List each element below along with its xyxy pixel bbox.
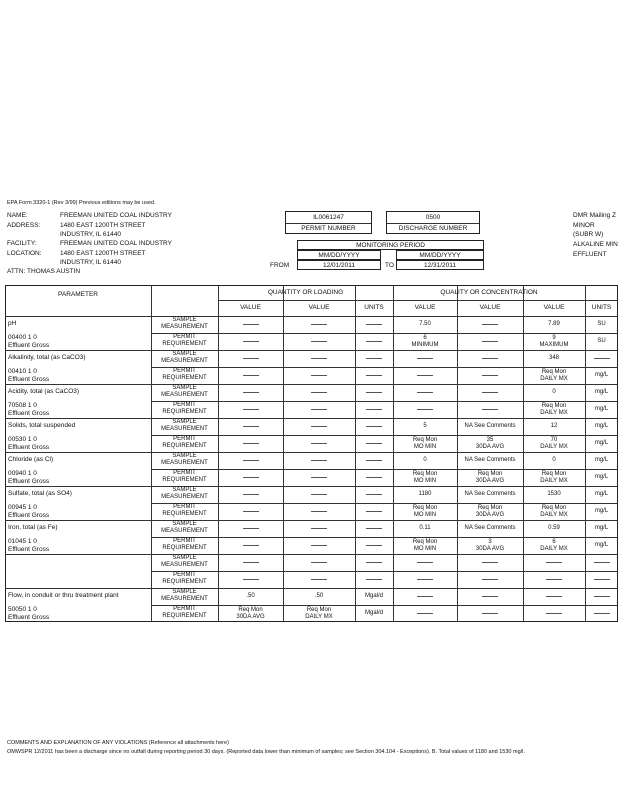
header-divider bbox=[218, 300, 618, 301]
sample-measurement-label: MEASUREMENT bbox=[161, 494, 208, 500]
header-q-value2: VALUE bbox=[308, 304, 330, 311]
sample-measurement-label: SAMPLE bbox=[172, 555, 197, 561]
parameter-code: 00410 1 0 bbox=[8, 368, 37, 375]
from-date-box bbox=[297, 260, 381, 270]
blank-dash bbox=[243, 375, 259, 376]
permit-c3-value: Req Mon bbox=[541, 505, 567, 511]
row-mid-divider bbox=[151, 605, 618, 606]
blank-dash bbox=[546, 579, 562, 580]
blank-dash bbox=[366, 324, 382, 325]
parameter-code: 50050 1 0 bbox=[8, 606, 37, 613]
permit-requirement-label: REQUIREMENT bbox=[162, 477, 207, 483]
permit-c3-value: DAILY MX bbox=[540, 376, 568, 382]
attn: ATTN: THOMAS AUSTIN bbox=[7, 268, 81, 275]
parameter-stream: Effluent Gross bbox=[8, 444, 50, 451]
blank-dash bbox=[366, 358, 382, 359]
location-line2: INDUSTRY, IL 61440 bbox=[60, 259, 121, 266]
address-line2: INDUSTRY, IL 61440 bbox=[60, 231, 121, 238]
blank-dash bbox=[311, 409, 327, 410]
blank-dash bbox=[482, 613, 498, 614]
parameter-name: Sulfate, total (as SO4) bbox=[8, 490, 72, 497]
permit-number-box bbox=[285, 211, 372, 234]
location-label: LOCATION: bbox=[7, 250, 42, 257]
permit-requirement-label: REQUIREMENT bbox=[162, 579, 207, 585]
blank-dash bbox=[366, 477, 382, 478]
blank-dash bbox=[311, 341, 327, 342]
row-divider bbox=[5, 418, 618, 419]
blank-dash bbox=[366, 392, 382, 393]
permit-cu-value: mg/L bbox=[594, 440, 609, 446]
parameter-stream: Effluent Gross bbox=[8, 342, 50, 349]
row-mid-divider bbox=[151, 537, 618, 538]
permit-c3-value: Req Mon bbox=[541, 403, 567, 409]
blank-dash bbox=[366, 443, 382, 444]
blank-dash bbox=[546, 596, 562, 597]
blank-dash bbox=[417, 613, 433, 614]
permit-c2-value: 30DA AVG bbox=[475, 478, 505, 484]
blank-dash bbox=[243, 579, 259, 580]
permit-c1-value: Req Mon bbox=[412, 437, 438, 443]
permit-cu-value: mg/L bbox=[594, 474, 609, 480]
parameter-stream: Effluent Gross bbox=[8, 410, 50, 417]
row-mid-divider bbox=[151, 503, 618, 504]
row-divider bbox=[5, 520, 618, 521]
permit-c3-value: DAILY MX bbox=[540, 546, 568, 552]
subr-label: (SUBR W) bbox=[573, 231, 604, 238]
permit-qu-value: Mgal/d bbox=[364, 610, 383, 616]
permit-requirement-label: PERMIT bbox=[173, 538, 196, 544]
permit-requirement-label: REQUIREMENT bbox=[162, 409, 207, 415]
parameter-stream: Effluent Gross bbox=[8, 478, 50, 485]
facility-value: FREEMAN UNITED COAL INDUSTRY bbox=[60, 240, 172, 247]
blank-dash bbox=[482, 596, 498, 597]
blank-dash bbox=[366, 562, 382, 563]
permit-requirement-label: REQUIREMENT bbox=[162, 375, 207, 381]
permit-c3-value: DAILY MX bbox=[540, 410, 568, 416]
blank-dash bbox=[366, 545, 382, 546]
blank-dash bbox=[311, 562, 327, 563]
sample-qu-value: Mgal/d bbox=[364, 593, 383, 599]
permit-requirement-label: REQUIREMENT bbox=[162, 511, 207, 517]
sample-measurement-label: SAMPLE bbox=[172, 419, 197, 425]
blank-dash bbox=[482, 341, 498, 342]
row-divider bbox=[5, 554, 618, 555]
blank-dash bbox=[482, 409, 498, 410]
parameter-name: Chloride (as Cl) bbox=[8, 456, 54, 463]
blank-dash bbox=[243, 494, 259, 495]
blank-dash bbox=[366, 579, 382, 580]
sample-c2-value: NA See Comments bbox=[464, 491, 516, 497]
sample-measurement-label: MEASUREMENT bbox=[161, 562, 208, 568]
blank-dash bbox=[366, 375, 382, 376]
permit-c3-value: MAXIMUM bbox=[539, 342, 569, 348]
sample-measurement-label: SAMPLE bbox=[172, 317, 197, 323]
from-format: MM/DD/YYYY bbox=[318, 252, 360, 259]
blank-dash bbox=[243, 392, 259, 393]
sample-c3-value: 12 bbox=[550, 423, 558, 429]
permit-q1-value: 30DA AVG bbox=[236, 614, 265, 620]
blank-dash bbox=[243, 341, 259, 342]
row-mid-divider bbox=[151, 469, 618, 470]
permit-q2-value: DAILY MX bbox=[305, 614, 333, 620]
parameter-name: Alkalinity, total (as CaCO3) bbox=[8, 354, 86, 361]
permit-c2-value: Req Mon bbox=[477, 505, 503, 511]
parameter-name: Acidity, total (as CaCO3) bbox=[8, 388, 80, 395]
effluent-label: EFFLUENT bbox=[573, 251, 607, 258]
sample-c3-value: 1530 bbox=[547, 491, 561, 497]
address-label: ADDRESS: bbox=[7, 222, 41, 229]
permit-c3-value: DAILY MX bbox=[540, 478, 568, 484]
blank-dash bbox=[594, 613, 610, 614]
permit-cu-value: SU bbox=[597, 338, 606, 344]
blank-dash bbox=[417, 409, 433, 410]
blank-dash bbox=[311, 545, 327, 546]
blank-dash bbox=[482, 324, 498, 325]
sample-cu-value: mg/L bbox=[594, 423, 609, 429]
sample-cu-value: mg/L bbox=[594, 491, 609, 497]
blank-dash bbox=[311, 460, 327, 461]
permit-number-label: PERMIT NUMBER bbox=[301, 225, 356, 232]
permit-c3-value: Req Mon bbox=[541, 471, 567, 477]
from-date: 12/01/2011 bbox=[322, 262, 356, 269]
permit-requirement-label: REQUIREMENT bbox=[162, 613, 207, 619]
permit-cu-value: mg/L bbox=[594, 406, 609, 412]
header-quantity: QUANTITY OR LOADING bbox=[267, 289, 344, 296]
permit-c2-value: 30DA AVG bbox=[475, 512, 505, 518]
blank-dash bbox=[366, 341, 382, 342]
permit-c3-value: 6 bbox=[552, 539, 556, 545]
blank-dash bbox=[311, 358, 327, 359]
sample-c2-value: NA See Comments bbox=[464, 423, 516, 429]
blank-dash bbox=[243, 324, 259, 325]
permit-c1-value: MINIMUM bbox=[411, 342, 439, 348]
blank-dash bbox=[417, 392, 433, 393]
to-format-box bbox=[396, 250, 484, 260]
header-c-value1: VALUE bbox=[414, 304, 436, 311]
blank-dash bbox=[311, 477, 327, 478]
parameter-code: 00400 1 0 bbox=[8, 334, 37, 341]
permit-c2-value: 35 bbox=[486, 437, 494, 443]
sample-c3-value: 348 bbox=[548, 355, 559, 361]
permit-requirement-label: PERMIT bbox=[173, 470, 196, 476]
name-label: NAME: bbox=[7, 212, 28, 219]
permit-requirement-label: PERMIT bbox=[173, 572, 196, 578]
sample-measurement-label: MEASUREMENT bbox=[161, 460, 208, 466]
discharge-number-box bbox=[386, 211, 480, 234]
blank-dash bbox=[311, 494, 327, 495]
blank-dash bbox=[243, 460, 259, 461]
parameter-code: 01045 1 0 bbox=[8, 538, 37, 545]
row-mid-divider bbox=[151, 571, 618, 572]
blank-dash bbox=[417, 375, 433, 376]
parameter-stream: Effluent Gross bbox=[8, 614, 50, 621]
permit-q1-value: Req Mon bbox=[238, 607, 263, 613]
row-divider bbox=[5, 384, 618, 385]
blank-dash bbox=[366, 494, 382, 495]
sample-cu-value: mg/L bbox=[594, 389, 609, 395]
permit-requirement-label: PERMIT bbox=[173, 504, 196, 510]
permit-c1-value: MO MIN bbox=[413, 478, 437, 484]
parameter-name: Iron, total (as Fe) bbox=[8, 524, 58, 531]
permit-c1-value: Req Mon bbox=[412, 505, 438, 511]
parameter-code: 00530 1 0 bbox=[8, 436, 37, 443]
header-q-units: UNITS bbox=[364, 304, 384, 311]
from-format-box bbox=[297, 250, 381, 260]
name-value: FREEMAN UNITED COAL INDUSTRY bbox=[60, 212, 172, 219]
permit-requirement-label: PERMIT bbox=[173, 368, 196, 374]
sample-measurement-label: MEASUREMENT bbox=[161, 324, 208, 330]
permit-c3-value: 9 bbox=[552, 335, 556, 341]
row-mid-divider bbox=[151, 401, 618, 402]
blank-dash bbox=[311, 392, 327, 393]
row-divider bbox=[5, 486, 618, 487]
location-line1: 1480 EAST 1200TH STREET bbox=[60, 250, 146, 257]
parameter-code: 00945 1 0 bbox=[8, 504, 37, 511]
discharge-number-label: DISCHARGE NUMBER bbox=[398, 225, 468, 232]
sample-c1-value: 0 bbox=[423, 457, 427, 463]
sample-measurement-label: SAMPLE bbox=[172, 521, 197, 527]
row-divider bbox=[5, 588, 618, 589]
sample-measurement-label: MEASUREMENT bbox=[161, 528, 208, 534]
sample-measurement-label: MEASUREMENT bbox=[161, 426, 208, 432]
sample-cu-value: mg/L bbox=[594, 525, 609, 531]
permit-requirement-label: PERMIT bbox=[173, 606, 196, 612]
header-c-value3: VALUE bbox=[543, 304, 565, 311]
permit-c2-value: 3 bbox=[488, 539, 492, 545]
monitoring-period-title-box bbox=[297, 240, 484, 250]
blank-dash bbox=[311, 324, 327, 325]
permit-q2-value: Req Mon bbox=[306, 607, 332, 613]
permit-c2-value: 30DA AVG bbox=[475, 546, 505, 552]
dmr-mailing: DMR Mailing Z bbox=[573, 212, 616, 219]
blank-dash bbox=[366, 409, 382, 410]
to-format: MM/DD/YYYY bbox=[419, 252, 461, 259]
sample-c3-value: 0 bbox=[552, 389, 556, 395]
discharge-number: 0500 bbox=[425, 214, 441, 221]
sample-cu-value: SU bbox=[597, 321, 606, 327]
blank-dash bbox=[243, 477, 259, 478]
parameter-code: 70508 1 0 bbox=[8, 402, 37, 409]
permit-c3-value: Req Mon bbox=[541, 369, 567, 375]
parameter-stream: Effluent Gross bbox=[8, 546, 50, 553]
facility-label: FACILITY: bbox=[7, 240, 37, 247]
permit-cu-value: mg/L bbox=[594, 372, 609, 378]
blank-dash bbox=[482, 579, 498, 580]
blank-dash bbox=[243, 545, 259, 546]
sample-measurement-label: SAMPLE bbox=[172, 589, 197, 595]
permit-requirement-label: PERMIT bbox=[173, 334, 196, 340]
blank-dash bbox=[594, 358, 610, 359]
permit-c1-value: Req Mon bbox=[412, 539, 438, 545]
permit-c1-value: MO MIN bbox=[413, 444, 437, 450]
permit-c1-value: MO MIN bbox=[413, 512, 437, 518]
blank-dash bbox=[417, 358, 433, 359]
row-mid-divider bbox=[151, 435, 618, 436]
sample-q2-value: .50 bbox=[314, 593, 324, 599]
sample-measurement-label: SAMPLE bbox=[172, 385, 197, 391]
permit-c1-value: Req Mon bbox=[412, 471, 438, 477]
minor-label: MINOR bbox=[573, 222, 595, 229]
parameter-name: Solids, total suspended bbox=[8, 422, 76, 429]
row-divider bbox=[5, 452, 618, 453]
blank-dash bbox=[311, 511, 327, 512]
permit-requirement-label: PERMIT bbox=[173, 402, 196, 408]
permit-requirement-label: REQUIREMENT bbox=[162, 341, 207, 347]
monitoring-period-title: MONITORING PERIOD bbox=[356, 242, 425, 249]
blank-dash bbox=[417, 579, 433, 580]
header-parameter: PARAMETER bbox=[58, 291, 98, 298]
sample-measurement-label: SAMPLE bbox=[172, 487, 197, 493]
permit-c3-value: 70 bbox=[550, 437, 558, 443]
blank-dash bbox=[482, 375, 498, 376]
permit-c1-value: 6 bbox=[423, 335, 427, 341]
blank-dash bbox=[366, 511, 382, 512]
blank-dash bbox=[311, 528, 327, 529]
blank-dash bbox=[243, 426, 259, 427]
permit-c2-value: Req Mon bbox=[477, 471, 503, 477]
alkaline-label: ALKALINE MIN bbox=[573, 241, 618, 248]
parameter-stream: Effluent Gross bbox=[8, 376, 50, 383]
parameter-name: pH bbox=[8, 320, 17, 327]
sample-c1-value: 0.11 bbox=[419, 525, 431, 531]
sample-measurement-label: SAMPLE bbox=[172, 351, 197, 357]
to-label: TO bbox=[385, 262, 394, 269]
blank-dash bbox=[594, 579, 610, 580]
blank-dash bbox=[243, 409, 259, 410]
sample-c1-value: 1180 bbox=[418, 491, 432, 497]
row-divider bbox=[5, 350, 618, 351]
sample-c3-value: 0 bbox=[552, 457, 556, 463]
blank-dash bbox=[482, 562, 498, 563]
blank-dash bbox=[311, 375, 327, 376]
parameter-name: Flow, in conduit or thru treatment plant bbox=[8, 592, 119, 599]
to-date-box bbox=[396, 260, 484, 270]
sample-c2-value: NA See Comments bbox=[464, 457, 516, 463]
blank-dash bbox=[366, 528, 382, 529]
header-c-units: UNITS bbox=[591, 304, 612, 311]
sample-measurement-label: MEASUREMENT bbox=[161, 392, 208, 398]
sample-measurement-label: MEASUREMENT bbox=[161, 596, 208, 602]
blank-dash bbox=[546, 613, 562, 614]
sample-c2-value: NA See Comments bbox=[464, 525, 516, 531]
sample-q1-value: .50 bbox=[246, 593, 255, 599]
blank-dash bbox=[417, 596, 433, 597]
comments-text: OMWSPR 12/2011 has been a discharge since no outfall during reporting period 30 days. (Reported data lower than minimum of samples; see Section 304.104 - Exceptions). B. Total values of 1180 and 1530 mg/l. bbox=[7, 749, 525, 755]
blank-dash bbox=[243, 443, 259, 444]
permit-requirement-label: REQUIREMENT bbox=[162, 545, 207, 551]
sample-c3-value: 7.89 bbox=[548, 321, 560, 327]
sample-c1-value: 5 bbox=[423, 423, 427, 429]
permit-requirement-label: PERMIT bbox=[173, 436, 196, 442]
from-label: FROM bbox=[270, 262, 290, 269]
parameter-stream: Effluent Gross bbox=[8, 512, 50, 519]
header-q-value1: VALUE bbox=[240, 304, 261, 311]
to-date: 12/31/2011 bbox=[423, 262, 457, 269]
permit-requirement-label: REQUIREMENT bbox=[162, 443, 207, 449]
blank-dash bbox=[366, 460, 382, 461]
sample-c3-value: 0.59 bbox=[548, 525, 560, 531]
permit-c3-value: DAILY MX bbox=[540, 444, 568, 450]
sample-cu-value: mg/L bbox=[594, 457, 609, 463]
permit-cu-value: mg/L bbox=[594, 508, 609, 514]
blank-dash bbox=[482, 392, 498, 393]
blank-dash bbox=[311, 443, 327, 444]
comments-title: COMMENTS AND EXPLANATION OF ANY VIOLATIONS (Reference all attachments here) bbox=[7, 740, 229, 746]
blank-dash bbox=[594, 596, 610, 597]
permit-c1-value: MO MIN bbox=[413, 546, 437, 552]
header-quality: QUALITY OR CONCENTRATION bbox=[440, 289, 538, 296]
form-title: EPA Form 3320-1 (Rev 3/99) Previous editions may be used. bbox=[7, 200, 156, 206]
blank-dash bbox=[311, 426, 327, 427]
blank-dash bbox=[546, 562, 562, 563]
sample-measurement-label: MEASUREMENT bbox=[161, 358, 208, 364]
blank-dash bbox=[594, 562, 610, 563]
address-line1: 1480 EAST 1200TH STREET bbox=[60, 222, 146, 229]
sample-measurement-label: SAMPLE bbox=[172, 453, 197, 459]
header-bottom-line bbox=[5, 316, 618, 317]
blank-dash bbox=[482, 358, 498, 359]
blank-dash bbox=[366, 426, 382, 427]
blank-dash bbox=[311, 579, 327, 580]
blank-dash bbox=[243, 528, 259, 529]
header-c-value2: VALUE bbox=[479, 304, 501, 311]
blank-dash bbox=[243, 358, 259, 359]
blank-dash bbox=[243, 511, 259, 512]
row-mid-divider bbox=[151, 333, 618, 334]
sample-c1-value: 7.50 bbox=[419, 321, 431, 327]
row-mid-divider bbox=[151, 367, 618, 368]
permit-number: IL0061247 bbox=[313, 214, 344, 221]
permit-c3-value: DAILY MX bbox=[540, 512, 568, 518]
permit-c2-value: 30DA AVG bbox=[475, 444, 505, 450]
permit-cu-value: mg/L bbox=[594, 542, 609, 548]
parameter-code: 00940 1 0 bbox=[8, 470, 37, 477]
blank-dash bbox=[417, 562, 433, 563]
blank-dash bbox=[243, 562, 259, 563]
